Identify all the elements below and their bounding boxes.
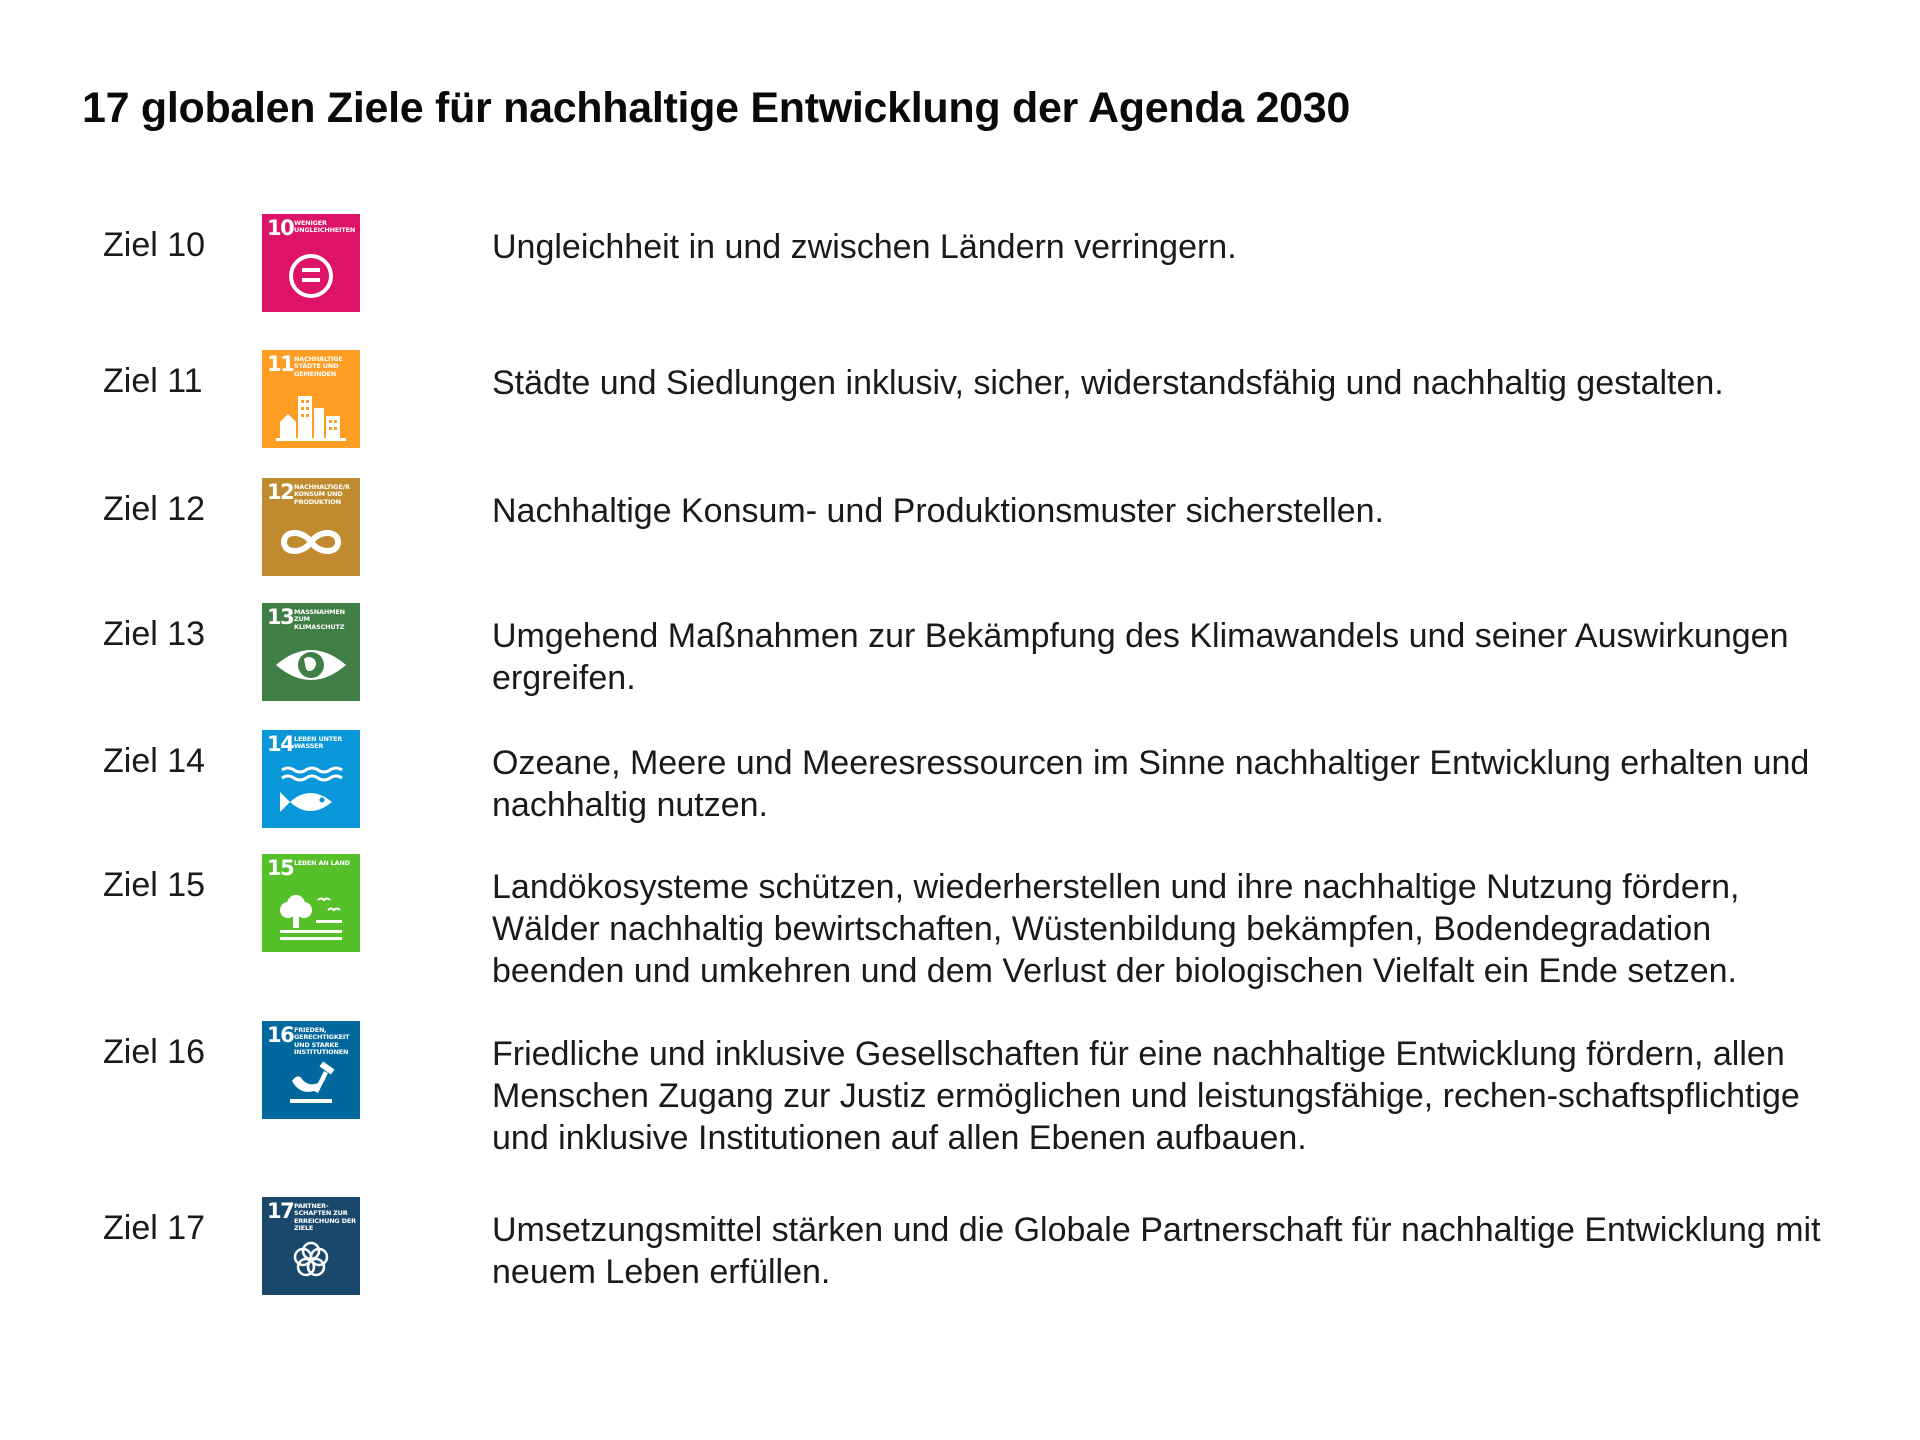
city-icon <box>262 350 360 448</box>
goal-description: Friedliche und inklusive Gesellschaften für eine nachhaltige Entwicklung fördern, allen Menschen Zugang zur Justiz ermöglichen und leistungsfähige, rechen-schaftspflichtige und inklusive Institutionen auf allen Ebenen aufbauen. <box>492 1035 1800 1157</box>
tree-icon <box>262 854 360 952</box>
tile-number: 11 <box>267 352 294 376</box>
goal-label: Ziel 15 <box>103 866 206 904</box>
sdg-12-tile <box>262 478 360 576</box>
goal-label: Ziel 17 <box>103 1209 206 1247</box>
goal-label: Ziel 10 <box>103 226 206 264</box>
goal-label: Ziel 11 <box>103 362 203 400</box>
goal-description: Landökosysteme schützen, wiederherstellen und ihre nachhaltige Nutzung fördern, Wälder nachhaltig bewirtschaften, Wüstenbildung bekämpfen, Bodendegradation beenden und umkehren und dem Verlust der biologischen Vielfalt ein Ende setzen. <box>492 868 1740 990</box>
goal-description: Umgehend Maßnahmen zur Bekämpfung des Klimawandels und seiner Auswirkungen ergreifen. <box>492 617 1789 697</box>
page-title: 17 globalen Ziele für nachhaltige Entwicklung der Agenda 2030 <box>82 84 1351 132</box>
goal-label: Ziel 16 <box>103 1033 206 1071</box>
goal-description: Nachhaltige Konsum- und Produktionsmuster sicherstellen. <box>492 492 1385 530</box>
goal-description: Städte und Siedlungen inklusiv, sicher, widerstandsfähig und nachhaltig gestalten. <box>492 364 1724 402</box>
sdg-15-tile <box>262 854 360 952</box>
tile-caption: MASSNAHMEN ZUM KLIMASCHUTZ <box>294 608 345 631</box>
goal-label: Ziel 14 <box>103 742 206 780</box>
goal-description: Ungleichheit in und zwischen Ländern verringern. <box>492 228 1237 266</box>
equality-icon <box>262 214 360 312</box>
infinity-icon <box>262 478 360 576</box>
tile-number: 10 <box>267 216 294 240</box>
partnership-flower-icon <box>262 1197 360 1295</box>
sdg-10-tile <box>262 214 360 312</box>
sdg-11-tile <box>262 350 360 448</box>
tile-caption: NACHHALTIGE/R KONSUM UND PRODUKTION <box>294 483 350 506</box>
fish-icon <box>262 730 360 828</box>
sdg-17-tile <box>262 1197 360 1295</box>
tile-caption: PARTNER-SCHAFTEN ZUR ERREICHUNG DER ZIELE <box>294 1202 356 1233</box>
goal-label: Ziel 13 <box>103 615 206 653</box>
tile-caption: LEBEN AN LAND <box>294 859 350 867</box>
sdg-16-tile <box>262 1021 360 1119</box>
tile-caption: FRIEDEN, GERECHTIGKEIT UND STARKE INSTITUTIONEN <box>294 1026 350 1057</box>
earth-eye-icon <box>262 603 360 701</box>
tile-number: 16 <box>267 1023 294 1047</box>
tile-number: 12 <box>267 480 294 504</box>
sdg-13-tile <box>262 603 360 701</box>
tile-number: 14 <box>267 732 294 756</box>
tile-caption: NACHHALTIGE STÄDTE UND GEMEINDEN <box>294 355 343 378</box>
sdg-14-tile <box>262 730 360 828</box>
goal-label: Ziel 12 <box>103 490 206 528</box>
goal-description: Ozeane, Meere und Meeresressourcen im Sinne nachhaltiger Entwicklung erhalten und nachhaltig nutzen. <box>492 744 1810 824</box>
tile-number: 13 <box>267 605 294 629</box>
dove-gavel-icon <box>262 1021 360 1119</box>
tile-number: 15 <box>267 856 294 880</box>
tile-number: 17 <box>267 1199 294 1223</box>
tile-caption: LEBEN UNTER WASSER <box>294 735 343 751</box>
goal-description: Umsetzungsmittel stärken und die Globale Partnerschaft für nachhaltige Entwicklung mit neuem Leben erfüllen. <box>492 1211 1821 1291</box>
tile-caption: WENIGER UNGLEICHHEITEN <box>294 219 356 235</box>
